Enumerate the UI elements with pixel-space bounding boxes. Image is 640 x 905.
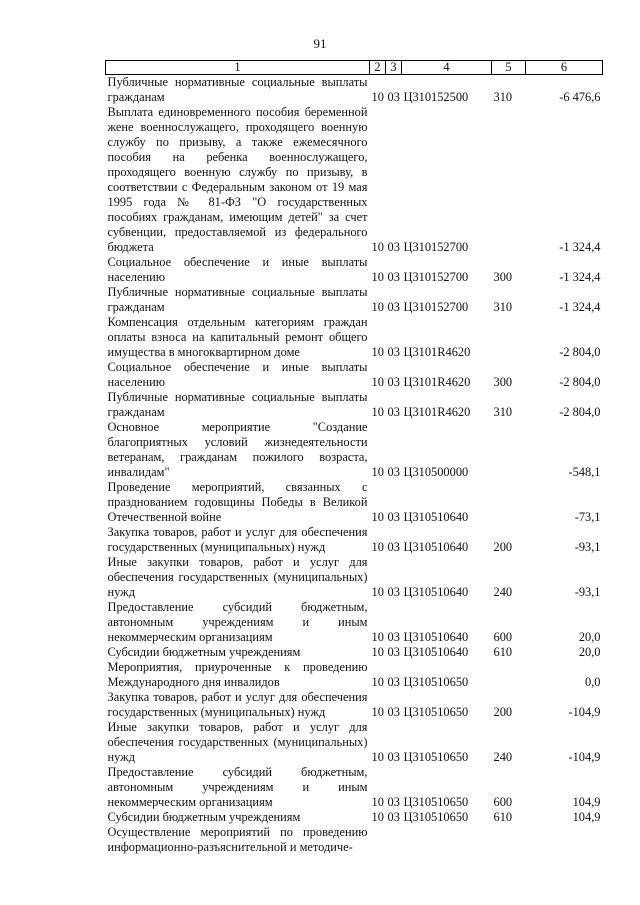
row-subsection: 03 xyxy=(387,810,400,824)
row-expense-type: 300 xyxy=(493,375,513,389)
table-row xyxy=(106,690,603,720)
row-amount: -104,9 xyxy=(568,705,601,719)
row-target-code: Ц310152700 xyxy=(403,240,469,254)
row-target-code: Ц310510640 xyxy=(403,585,469,599)
row-name: Иные закупки товаров, работ и услуг для обеспечения государственных (муниципальных) нужд xyxy=(107,555,368,599)
row-name: Иные закупки товаров, работ и услуг для обеспечения государственных (муниципальных) нужд xyxy=(107,720,368,764)
row-subsection: 03 xyxy=(387,375,400,389)
row-subsection: 03 xyxy=(387,795,400,809)
row-section: 10 xyxy=(371,645,384,659)
row-amount: -93,1 xyxy=(574,540,601,554)
row-section: 10 xyxy=(371,630,384,644)
row-target-code: Ц310510650 xyxy=(403,810,469,824)
column-header: 1 xyxy=(106,61,370,75)
page-number: 91 xyxy=(313,36,327,51)
row-name: Предоставление субсидий бюджетным, автономным учреждениям и иным некоммерческим организациям xyxy=(107,765,368,809)
row-target-code: Ц310510640 xyxy=(403,645,469,659)
row-name: Социальное обеспечение и иные выплаты населению xyxy=(107,255,368,284)
row-section: 10 xyxy=(371,465,384,479)
row-amount: -104,9 xyxy=(568,750,601,764)
row-amount: -548,1 xyxy=(568,465,601,479)
table-row xyxy=(106,360,603,390)
row-section: 10 xyxy=(371,405,384,419)
row-subsection: 03 xyxy=(387,705,400,719)
row-subsection: 03 xyxy=(387,405,400,419)
table-row xyxy=(106,480,603,525)
row-amount: 104,9 xyxy=(572,795,601,809)
row-expense-type: 600 xyxy=(493,630,513,644)
row-amount: -93,1 xyxy=(574,585,601,599)
row-amount: -2 804,0 xyxy=(559,345,601,359)
row-section: 10 xyxy=(371,540,384,554)
row-expense-type: 310 xyxy=(493,405,513,419)
table-row xyxy=(106,105,603,255)
header-row xyxy=(106,61,603,75)
row-expense-type: 610 xyxy=(493,810,513,824)
row-target-code: Ц310152700 xyxy=(403,300,469,314)
row-amount: 0,0 xyxy=(585,675,601,689)
table-row xyxy=(106,645,603,660)
row-amount: -1 324,4 xyxy=(559,300,601,314)
row-section: 10 xyxy=(371,810,384,824)
row-expense-type: 610 xyxy=(493,645,513,659)
row-expense-type: 240 xyxy=(493,750,513,764)
row-expense-type: 600 xyxy=(493,795,513,809)
column-header: 5 xyxy=(492,61,526,75)
row-section: 10 xyxy=(371,300,384,314)
row-subsection: 03 xyxy=(387,300,400,314)
row-name: Субсидии бюджетным учреждениям xyxy=(107,645,301,659)
row-amount: -73,1 xyxy=(574,510,601,524)
row-expense-type xyxy=(492,480,526,525)
row-section: 10 xyxy=(371,675,384,689)
row-subsection: 03 xyxy=(387,465,400,479)
table-row xyxy=(106,420,603,480)
row-target-code: Ц310510650 xyxy=(403,675,469,689)
row-amount: 20,0 xyxy=(578,630,601,644)
row-section: 10 xyxy=(371,510,384,524)
row-name: Закупка товаров, работ и услуг для обеспечения государственных (муниципальных) нужд xyxy=(107,525,368,554)
row-section: 10 xyxy=(371,375,384,389)
row-target-code: Ц3101R4620 xyxy=(403,375,471,389)
row-name: Публичные нормативные социальные выплаты гражданам xyxy=(107,75,368,104)
row-subsection: 03 xyxy=(387,240,400,254)
row-subsection: 03 xyxy=(387,750,400,764)
row-amount: -6 476,6 xyxy=(559,90,601,104)
table-row xyxy=(106,600,603,645)
table-row xyxy=(106,765,603,810)
row-subsection: 03 xyxy=(387,90,400,104)
row-target-code: Ц310152500 xyxy=(403,90,469,104)
row-target-code: Ц3101R4620 xyxy=(403,345,471,359)
table-row xyxy=(106,285,603,315)
row-name: Закупка товаров, работ и услуг для обеспечения государственных (муниципальных) нужд xyxy=(107,690,368,719)
row-target-code: Ц310510650 xyxy=(403,750,469,764)
table-row xyxy=(106,720,603,765)
table-row xyxy=(106,390,603,420)
table-row xyxy=(106,555,603,600)
row-amount: -1 324,4 xyxy=(559,270,601,284)
row-amount: 20,0 xyxy=(578,645,601,659)
row-target-code: Ц310510650 xyxy=(403,795,469,809)
row-target-code: Ц310152700 xyxy=(403,270,469,284)
row-target-code: Ц310510640 xyxy=(403,510,469,524)
row-subsection: 03 xyxy=(387,630,400,644)
row-expense-type xyxy=(492,105,526,255)
column-header: 6 xyxy=(526,61,603,75)
table-row xyxy=(106,525,603,555)
row-section: 10 xyxy=(371,585,384,599)
row-expense-type: 200 xyxy=(493,540,513,554)
row-subsection xyxy=(386,825,402,855)
row-amount: 104,9 xyxy=(572,810,601,824)
row-expense-type xyxy=(492,315,526,360)
table-row xyxy=(106,255,603,285)
table-row xyxy=(106,75,603,106)
budget-table xyxy=(105,60,603,855)
row-target-code: Ц310510640 xyxy=(403,630,469,644)
row-subsection: 03 xyxy=(387,585,400,599)
row-name: Субсидии бюджетным учреждениям xyxy=(107,810,301,824)
row-expense-type: 200 xyxy=(493,705,513,719)
row-amount: -1 324,4 xyxy=(559,240,601,254)
table-row xyxy=(106,315,603,360)
row-subsection: 03 xyxy=(387,270,400,284)
row-section: 10 xyxy=(371,90,384,104)
row-target-code: Ц310510650 xyxy=(403,705,469,719)
row-section: 10 xyxy=(371,270,384,284)
table-row xyxy=(106,810,603,825)
row-name: Выплата единовременного пособия беременной жене военнослужащего, проходящего военную службу по призыву, а также ежемесячного пособия на ребенка военнослужащего, проходящего военную службу по призыву, в соответствии с Федеральным законом от 19 мая 1995 года № 81-ФЗ "О государственных пособиях гражданам, имеющим детей" за счет субвенции, предоставляемой из федерального бюджета xyxy=(107,105,368,254)
table-row xyxy=(106,660,603,690)
column-header: 2 xyxy=(370,61,386,75)
row-expense-type: 310 xyxy=(493,300,513,314)
row-name: Предоставление субсидий бюджетным, автономным учреждениям и иным некоммерческим организациям xyxy=(107,600,368,644)
row-section xyxy=(370,825,386,855)
row-section: 10 xyxy=(371,750,384,764)
row-expense-type xyxy=(492,825,526,855)
row-name: Осуществление мероприятий по проведению информационно-разъяснительной и методиче- xyxy=(107,825,368,854)
row-name: Публичные нормативные социальные выплаты гражданам xyxy=(107,285,368,314)
row-target-code: Ц310510640 xyxy=(403,540,469,554)
row-name: Проведение мероприятий, связанных с празднованием годовщины Победы в Великой Отечественной войне xyxy=(107,480,368,524)
row-amount: -2 804,0 xyxy=(559,375,601,389)
row-section: 10 xyxy=(371,795,384,809)
row-expense-type xyxy=(492,420,526,480)
row-expense-type xyxy=(492,660,526,690)
column-header: 4 xyxy=(402,61,492,75)
row-subsection: 03 xyxy=(387,510,400,524)
row-name: Основное мероприятие "Создание благоприятных условий жизнедеятельности ветеранам, гражданам пожилого возраста, инвалидам" xyxy=(107,420,368,479)
row-expense-type: 300 xyxy=(493,270,513,284)
row-name: Социальное обеспечение и иные выплаты населению xyxy=(107,360,368,389)
row-subsection: 03 xyxy=(387,345,400,359)
row-name: Мероприятия, приуроченные к проведению Международного дня инвалидов xyxy=(107,660,368,689)
column-header: 3 xyxy=(386,61,402,75)
row-target-code: Ц3101R4620 xyxy=(403,405,471,419)
row-subsection: 03 xyxy=(387,540,400,554)
row-name: Компенсация отдельным категориям граждан оплаты взноса на капитальный ремонт общего имущества в многоквартирном доме xyxy=(107,315,368,359)
row-target-code: Ц310500000 xyxy=(403,465,469,479)
row-section: 10 xyxy=(371,705,384,719)
table-row xyxy=(106,825,603,855)
row-section: 10 xyxy=(371,345,384,359)
row-amount xyxy=(526,825,603,855)
row-name: Публичные нормативные социальные выплаты гражданам xyxy=(107,390,368,419)
row-expense-type: 310 xyxy=(493,90,513,104)
row-expense-type: 240 xyxy=(493,585,513,599)
row-target-code xyxy=(402,825,492,855)
row-amount: -2 804,0 xyxy=(559,405,601,419)
table-body xyxy=(106,75,603,856)
row-section: 10 xyxy=(371,240,384,254)
row-subsection: 03 xyxy=(387,645,400,659)
row-subsection: 03 xyxy=(387,675,400,689)
